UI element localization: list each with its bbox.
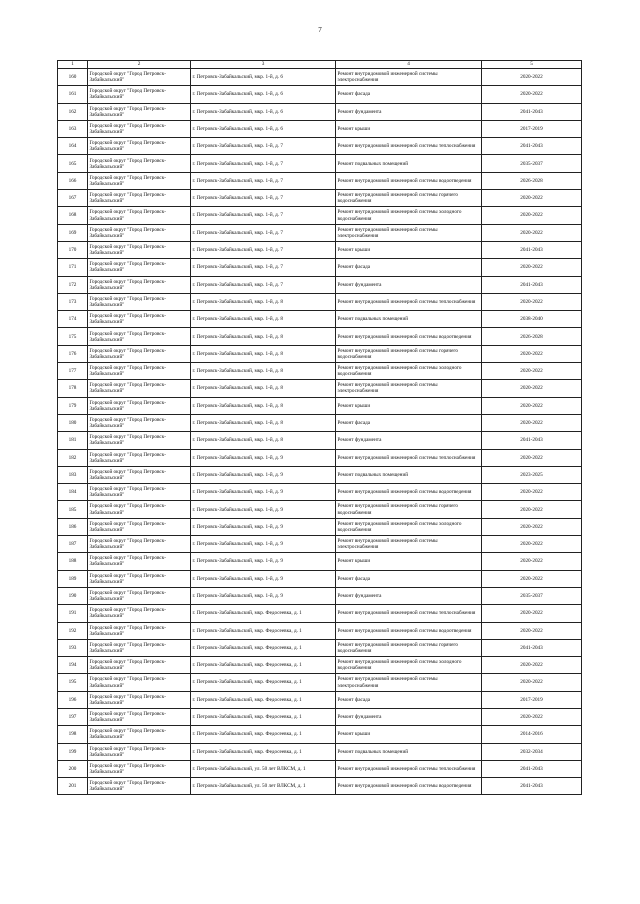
work-type-cell: Ремонт фундамента <box>336 587 482 604</box>
municipality-cell: Городской округ "Город Петровск-Забайкальский" <box>88 691 191 708</box>
municipality-cell: Городской округ "Город Петровск-Забайкальский" <box>88 172 191 189</box>
work-type-cell: Ремонт внутридомовой инженерной системы горячего водоснабжения <box>336 345 482 362</box>
table-row <box>58 86 582 103</box>
table-row <box>58 726 582 743</box>
period-cell: 2035-2037 <box>482 155 582 172</box>
address-cell: г. Петровск-Забайкальский, мкр. 1-й, д. 9 <box>191 570 336 587</box>
work-type-cell: Ремонт фундамента <box>336 103 482 120</box>
row-number-cell: 163 <box>58 120 88 137</box>
address-cell: г. Петровск-Забайкальский, ул. 50 лет ВЛКСМ, д. 1 <box>191 778 336 795</box>
work-type-cell: Ремонт крыши <box>336 397 482 414</box>
period-cell: 2020-2022 <box>482 190 582 207</box>
table-row <box>58 691 582 708</box>
row-number-cell: 200 <box>58 760 88 777</box>
row-number-cell: 184 <box>58 484 88 501</box>
address-cell: г. Петровск-Забайкальский, мкр. 1-й, д. 7 <box>191 259 336 276</box>
period-cell: 2041-2043 <box>482 432 582 449</box>
work-type-cell: Ремонт внутридомовой инженерной системы водоотведения <box>336 622 482 639</box>
table-row <box>58 293 582 310</box>
row-number-cell: 185 <box>58 501 88 518</box>
work-type-cell: Ремонт внутридомовой инженерной системы теплоснабжения <box>336 449 482 466</box>
address-cell: г. Петровск-Забайкальский, мкр. 1-й, д. 6 <box>191 120 336 137</box>
period-cell: 2017-2019 <box>482 691 582 708</box>
period-cell: 2035-2037 <box>482 587 582 604</box>
municipality-cell: Городской округ "Город Петровск-Забайкальский" <box>88 622 191 639</box>
table-row <box>58 120 582 137</box>
table-row <box>58 743 582 760</box>
period-cell: 2041-2043 <box>482 138 582 155</box>
table-row <box>58 103 582 120</box>
period-cell: 2020-2022 <box>482 293 582 310</box>
period-cell: 2020-2022 <box>482 708 582 725</box>
address-cell: г. Петровск-Забайкальский, мкр. Федосеевка, д. 1 <box>191 691 336 708</box>
work-type-cell: Ремонт фундамента <box>336 432 482 449</box>
period-cell: 2038-2040 <box>482 311 582 328</box>
row-number-cell: 187 <box>58 536 88 553</box>
municipality-cell: Городской округ "Город Петровск-Забайкальский" <box>88 414 191 431</box>
period-cell: 2032-2034 <box>482 743 582 760</box>
address-cell: г. Петровск-Забайкальский, мкр. Федосеевка, д. 1 <box>191 605 336 622</box>
row-number-cell: 179 <box>58 397 88 414</box>
period-cell: 2020-2022 <box>482 622 582 639</box>
municipality-cell: Городской округ "Город Петровск-Забайкальский" <box>88 120 191 137</box>
address-cell: г. Петровск-Забайкальский, мкр. 1-й, д. 8 <box>191 328 336 345</box>
page-number: 7 <box>318 26 322 34</box>
work-type-cell: Ремонт внутридомовой инженерной системы холодного водоснабжения <box>336 207 482 224</box>
work-type-cell: Ремонт крыши <box>336 726 482 743</box>
period-cell: 2020-2022 <box>482 674 582 691</box>
work-type-cell: Ремонт внутридомовой инженерной системы водоотведения <box>336 778 482 795</box>
work-type-cell: Ремонт внутридомовой инженерной системы водоотведения <box>336 328 482 345</box>
municipality-cell: Городской округ "Город Петровск-Забайкальский" <box>88 466 191 483</box>
period-cell: 2041-2043 <box>482 103 582 120</box>
row-number-cell: 172 <box>58 276 88 293</box>
row-number-cell: 181 <box>58 432 88 449</box>
period-cell: 2020-2022 <box>482 657 582 674</box>
table-row <box>58 570 582 587</box>
address-cell: г. Петровск-Забайкальский, мкр. Федосеевка, д. 1 <box>191 657 336 674</box>
work-type-cell: Ремонт внутридомовой инженерной системы холодного водоснабжения <box>336 363 482 380</box>
row-number-cell: 178 <box>58 380 88 397</box>
work-type-cell: Ремонт внутридомовой инженерной системы водоотведения <box>336 484 482 501</box>
table-row <box>58 328 582 345</box>
row-number-cell: 186 <box>58 518 88 535</box>
period-cell: 2020-2022 <box>482 345 582 362</box>
municipality-cell: Городской округ "Город Петровск-Забайкальский" <box>88 553 191 570</box>
table-row <box>58 397 582 414</box>
address-cell: г. Петровск-Забайкальский, мкр. 1-й, д. 8 <box>191 397 336 414</box>
period-cell: 2020-2022 <box>482 259 582 276</box>
table-row <box>58 674 582 691</box>
work-type-cell: Ремонт внутридомовой инженерной системы холодного водоснабжения <box>336 657 482 674</box>
table-row <box>58 778 582 795</box>
municipality-cell: Городской округ "Город Петровск-Забайкальский" <box>88 138 191 155</box>
table-row <box>58 207 582 224</box>
municipality-cell: Городской округ "Город Петровск-Забайкальский" <box>88 501 191 518</box>
work-type-cell: Ремонт внутридомовой инженерной системы теплоснабжения <box>336 760 482 777</box>
period-cell: 2020-2022 <box>482 69 582 86</box>
period-cell: 2020-2022 <box>482 449 582 466</box>
table-row <box>58 276 582 293</box>
work-type-cell: Ремонт крыши <box>336 241 482 258</box>
table-row <box>58 622 582 639</box>
period-cell: 2020-2022 <box>482 363 582 380</box>
table-row <box>58 449 582 466</box>
row-number-cell: 199 <box>58 743 88 760</box>
header-row <box>58 61 582 69</box>
work-type-cell: Ремонт внутридомовой инженерной системы горячего водоснабжения <box>336 501 482 518</box>
table-row <box>58 190 582 207</box>
address-cell: г. Петровск-Забайкальский, мкр. 1-й, д. 7 <box>191 172 336 189</box>
work-type-cell: Ремонт фасада <box>336 691 482 708</box>
period-cell: 2020-2022 <box>482 484 582 501</box>
municipality-cell: Городской округ "Город Петровск-Забайкальский" <box>88 587 191 604</box>
address-cell: г. Петровск-Забайкальский, мкр. 1-й, д. 8 <box>191 293 336 310</box>
municipality-cell: Городской округ "Город Петровск-Забайкальский" <box>88 311 191 328</box>
address-cell: г. Петровск-Забайкальский, мкр. 1-й, д. 9 <box>191 536 336 553</box>
municipality-cell: Городской округ "Город Петровск-Забайкальский" <box>88 726 191 743</box>
table-row <box>58 363 582 380</box>
table-row <box>58 138 582 155</box>
address-cell: г. Петровск-Забайкальский, мкр. Федосеевка, д. 1 <box>191 708 336 725</box>
period-cell: 2020-2022 <box>482 536 582 553</box>
work-type-cell: Ремонт крыши <box>336 553 482 570</box>
row-number-cell: 171 <box>58 259 88 276</box>
address-cell: г. Петровск-Забайкальский, мкр. 1-й, д. 9 <box>191 466 336 483</box>
work-type-cell: Ремонт внутридомовой инженерной системы электроснабжения <box>336 224 482 241</box>
table-row <box>58 259 582 276</box>
period-cell: 2020-2022 <box>482 207 582 224</box>
table-row <box>58 345 582 362</box>
municipality-cell: Городской округ "Город Петровск-Забайкальский" <box>88 86 191 103</box>
period-cell: 2020-2022 <box>482 570 582 587</box>
municipality-cell: Городской округ "Город Петровск-Забайкальский" <box>88 657 191 674</box>
address-cell: г. Петровск-Забайкальский, мкр. 1-й, д. 8 <box>191 363 336 380</box>
header-cell-5: 5 <box>482 61 582 69</box>
table-row <box>58 414 582 431</box>
municipality-cell: Городской округ "Город Петровск-Забайкальский" <box>88 69 191 86</box>
municipality-cell: Городской округ "Город Петровск-Забайкальский" <box>88 708 191 725</box>
address-cell: г. Петровск-Забайкальский, мкр. Федосеевка, д. 1 <box>191 622 336 639</box>
work-type-cell: Ремонт внутридомовой инженерной системы водоотведения <box>336 172 482 189</box>
table-row <box>58 708 582 725</box>
row-number-cell: 166 <box>58 172 88 189</box>
table-row <box>58 605 582 622</box>
municipality-cell: Городской округ "Город Петровск-Забайкальский" <box>88 449 191 466</box>
row-number-cell: 195 <box>58 674 88 691</box>
row-number-cell: 162 <box>58 103 88 120</box>
address-cell: г. Петровск-Забайкальский, мкр. 1-й, д. 6 <box>191 103 336 120</box>
municipality-cell: Городской округ "Город Петровск-Забайкальский" <box>88 103 191 120</box>
row-number-cell: 174 <box>58 311 88 328</box>
header-cell-1: 1 <box>58 61 88 69</box>
row-number-cell: 188 <box>58 553 88 570</box>
municipality-cell: Городской округ "Город Петровск-Забайкальский" <box>88 397 191 414</box>
period-cell: 2020-2022 <box>482 518 582 535</box>
row-number-cell: 182 <box>58 449 88 466</box>
period-cell: 2041-2043 <box>482 639 582 656</box>
period-cell: 2023-2025 <box>482 466 582 483</box>
address-cell: г. Петровск-Забайкальский, мкр. 1-й, д. 9 <box>191 553 336 570</box>
municipality-cell: Городской округ "Город Петровск-Забайкальский" <box>88 760 191 777</box>
address-cell: г. Петровск-Забайкальский, мкр. 1-й, д. 7 <box>191 207 336 224</box>
address-cell: г. Петровск-Забайкальский, мкр. Федосеевка, д. 1 <box>191 726 336 743</box>
table-row <box>58 657 582 674</box>
work-type-cell: Ремонт внутридомовой инженерной системы электроснабжения <box>336 69 482 86</box>
address-cell: г. Петровск-Забайкальский, мкр. 1-й, д. 8 <box>191 311 336 328</box>
period-cell: 2026-2028 <box>482 328 582 345</box>
address-cell: г. Петровск-Забайкальский, мкр. 1-й, д. 9 <box>191 518 336 535</box>
work-type-cell: Ремонт фасада <box>336 259 482 276</box>
municipality-cell: Городской округ "Город Петровск-Забайкальский" <box>88 363 191 380</box>
municipality-cell: Городской округ "Город Петровск-Забайкальский" <box>88 536 191 553</box>
table-row <box>58 224 582 241</box>
address-cell: г. Петровск-Забайкальский, мкр. 1-й, д. 9 <box>191 484 336 501</box>
address-cell: г. Петровск-Забайкальский, мкр. 1-й, д. 6 <box>191 86 336 103</box>
address-cell: г. Петровск-Забайкальский, мкр. Федосеевка, д. 1 <box>191 674 336 691</box>
address-cell: г. Петровск-Забайкальский, мкр. 1-й, д. 7 <box>191 190 336 207</box>
table-row <box>58 587 582 604</box>
row-number-cell: 177 <box>58 363 88 380</box>
municipality-cell: Городской округ "Город Петровск-Забайкальский" <box>88 605 191 622</box>
row-number-cell: 161 <box>58 86 88 103</box>
period-cell: 2041-2043 <box>482 760 582 777</box>
municipality-cell: Городской округ "Город Петровск-Забайкальский" <box>88 674 191 691</box>
table-row <box>58 432 582 449</box>
work-type-cell: Ремонт внутридомовой инженерной системы холодного водоснабжения <box>336 518 482 535</box>
municipality-cell: Городской округ "Город Петровск-Забайкальский" <box>88 155 191 172</box>
table-row <box>58 760 582 777</box>
period-cell: 2020-2022 <box>482 605 582 622</box>
work-type-cell: Ремонт фундамента <box>336 708 482 725</box>
header-cell-3: 3 <box>191 61 336 69</box>
row-number-cell: 183 <box>58 466 88 483</box>
address-cell: г. Петровск-Забайкальский, мкр. 1-й, д. 8 <box>191 414 336 431</box>
municipality-cell: Городской округ "Город Петровск-Забайкальский" <box>88 259 191 276</box>
address-cell: г. Петровск-Забайкальский, мкр. 1-й, д. 8 <box>191 432 336 449</box>
period-cell: 2020-2022 <box>482 501 582 518</box>
table-row <box>58 155 582 172</box>
period-cell: 2026-2028 <box>482 172 582 189</box>
address-cell: г. Петровск-Забайкальский, мкр. 1-й, д. 7 <box>191 155 336 172</box>
row-number-cell: 191 <box>58 605 88 622</box>
municipality-cell: Городской округ "Город Петровск-Забайкальский" <box>88 518 191 535</box>
municipality-cell: Городской округ "Город Петровск-Забайкальский" <box>88 380 191 397</box>
municipality-cell: Городской округ "Город Петровск-Забайкальский" <box>88 224 191 241</box>
header-cell-2: 2 <box>88 61 191 69</box>
row-number-cell: 173 <box>58 293 88 310</box>
row-number-cell: 175 <box>58 328 88 345</box>
period-cell: 2017-2019 <box>482 120 582 137</box>
municipality-cell: Городской округ "Город Петровск-Забайкальский" <box>88 328 191 345</box>
table-row <box>58 69 582 86</box>
address-cell: г. Петровск-Забайкальский, мкр. 1-й, д. 9 <box>191 501 336 518</box>
address-cell: г. Петровск-Забайкальский, мкр. 1-й, д. 8 <box>191 380 336 397</box>
row-number-cell: 168 <box>58 207 88 224</box>
work-type-cell: Ремонт фасада <box>336 414 482 431</box>
municipality-cell: Городской округ "Город Петровск-Забайкальский" <box>88 293 191 310</box>
row-number-cell: 198 <box>58 726 88 743</box>
table-row <box>58 639 582 656</box>
table-row <box>58 553 582 570</box>
municipality-cell: Городской округ "Город Петровск-Забайкальский" <box>88 276 191 293</box>
table-row <box>58 536 582 553</box>
municipality-cell: Городской округ "Город Петровск-Забайкальский" <box>88 241 191 258</box>
row-number-cell: 194 <box>58 657 88 674</box>
address-cell: г. Петровск-Забайкальский, мкр. 1-й, д. 9 <box>191 587 336 604</box>
header-cell-4: 4 <box>336 61 482 69</box>
address-cell: г. Петровск-Забайкальский, ул. 50 лет ВЛКСМ, д. 1 <box>191 760 336 777</box>
municipality-cell: Городской округ "Город Петровск-Забайкальский" <box>88 207 191 224</box>
period-cell: 2041-2043 <box>482 241 582 258</box>
row-number-cell: 180 <box>58 414 88 431</box>
work-type-cell: Ремонт фасада <box>336 86 482 103</box>
municipality-cell: Городской округ "Город Петровск-Забайкальский" <box>88 778 191 795</box>
row-number-cell: 189 <box>58 570 88 587</box>
row-number-cell: 170 <box>58 241 88 258</box>
municipality-cell: Городской округ "Город Петровск-Забайкальский" <box>88 639 191 656</box>
period-cell: 2020-2022 <box>482 86 582 103</box>
period-cell: 2020-2022 <box>482 553 582 570</box>
row-number-cell: 160 <box>58 69 88 86</box>
row-number-cell: 164 <box>58 138 88 155</box>
municipality-cell: Городской округ "Город Петровск-Забайкальский" <box>88 484 191 501</box>
row-number-cell: 165 <box>58 155 88 172</box>
work-type-cell: Ремонт внутридомовой инженерной системы электроснабжения <box>336 674 482 691</box>
work-type-cell: Ремонт внутридомовой инженерной системы теплоснабжения <box>336 605 482 622</box>
municipality-cell: Городской округ "Город Петровск-Забайкальский" <box>88 345 191 362</box>
address-cell: г. Петровск-Забайкальский, мкр. 1-й, д. 7 <box>191 224 336 241</box>
municipality-cell: Городской округ "Город Петровск-Забайкальский" <box>88 432 191 449</box>
work-type-cell: Ремонт внутридомовой инженерной системы горячего водоснабжения <box>336 190 482 207</box>
work-type-cell: Ремонт внутридомовой инженерной системы теплоснабжения <box>336 293 482 310</box>
row-number-cell: 169 <box>58 224 88 241</box>
period-cell: 2020-2022 <box>482 414 582 431</box>
work-type-cell: Ремонт фасада <box>336 570 482 587</box>
address-cell: г. Петровск-Забайкальский, мкр. 1-й, д. 7 <box>191 138 336 155</box>
work-type-cell: Ремонт внутридомовой инженерной системы горячего водоснабжения <box>336 639 482 656</box>
table-row <box>58 484 582 501</box>
municipality-cell: Городской округ "Город Петровск-Забайкальский" <box>88 190 191 207</box>
table-row <box>58 311 582 328</box>
table-row <box>58 501 582 518</box>
work-type-cell: Ремонт подвальных помещений <box>336 466 482 483</box>
work-type-cell: Ремонт фундамента <box>336 276 482 293</box>
period-cell: 2020-2022 <box>482 224 582 241</box>
row-number-cell: 190 <box>58 587 88 604</box>
address-cell: г. Петровск-Забайкальский, мкр. Федосеевка, д. 1 <box>191 743 336 760</box>
row-number-cell: 167 <box>58 190 88 207</box>
table-row <box>58 241 582 258</box>
row-number-cell: 193 <box>58 639 88 656</box>
work-type-cell: Ремонт внутридомовой инженерной системы электроснабжения <box>336 536 482 553</box>
table-row <box>58 380 582 397</box>
work-type-cell: Ремонт подвальных помещений <box>336 155 482 172</box>
period-cell: 2020-2022 <box>482 397 582 414</box>
address-cell: г. Петровск-Забайкальский, мкр. 1-й, д. 7 <box>191 241 336 258</box>
work-type-cell: Ремонт внутридомовой инженерной системы электроснабжения <box>336 380 482 397</box>
work-type-cell: Ремонт подвальных помещений <box>336 311 482 328</box>
period-cell: 2041-2043 <box>482 778 582 795</box>
row-number-cell: 196 <box>58 691 88 708</box>
table-row <box>58 466 582 483</box>
work-type-cell: Ремонт крыши <box>336 120 482 137</box>
row-number-cell: 197 <box>58 708 88 725</box>
row-number-cell: 201 <box>58 778 88 795</box>
address-cell: г. Петровск-Забайкальский, мкр. Федосеевка, д. 1 <box>191 639 336 656</box>
work-type-cell: Ремонт внутридомовой инженерной системы теплоснабжения <box>336 138 482 155</box>
municipality-cell: Городской округ "Город Петровск-Забайкальский" <box>88 570 191 587</box>
address-cell: г. Петровск-Забайкальский, мкр. 1-й, д. 8 <box>191 345 336 362</box>
period-cell: 2020-2022 <box>482 380 582 397</box>
table-row <box>58 518 582 535</box>
municipality-cell: Городской округ "Город Петровск-Забайкальский" <box>88 743 191 760</box>
work-type-cell: Ремонт подвальных помещений <box>336 743 482 760</box>
address-cell: г. Петровск-Забайкальский, мкр. 1-й, д. 6 <box>191 69 336 86</box>
period-cell: 2041-2043 <box>482 276 582 293</box>
period-cell: 2014-2016 <box>482 726 582 743</box>
address-cell: г. Петровск-Забайкальский, мкр. 1-й, д. 7 <box>191 276 336 293</box>
register-table <box>57 60 582 795</box>
row-number-cell: 176 <box>58 345 88 362</box>
row-number-cell: 192 <box>58 622 88 639</box>
table-row <box>58 172 582 189</box>
address-cell: г. Петровск-Забайкальский, мкр. 1-й, д. 9 <box>191 449 336 466</box>
